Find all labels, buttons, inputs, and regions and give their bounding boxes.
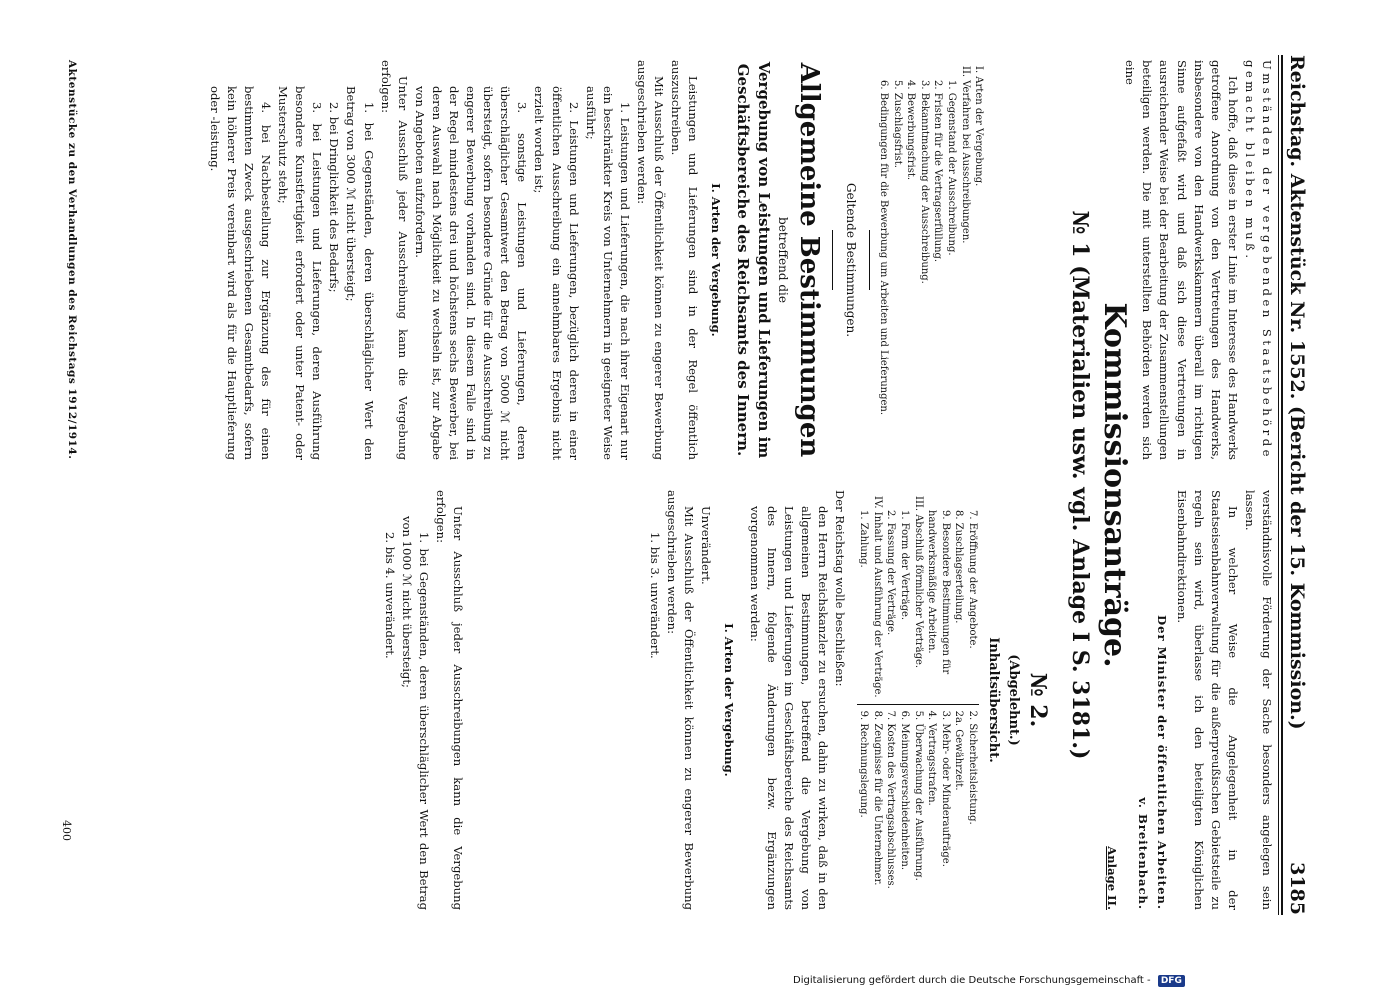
header-page-number: 3185 xyxy=(1286,862,1308,915)
toc-entry: I. Arten der Vergebung. xyxy=(973,66,985,187)
signature-name: v. Breitenbach. xyxy=(1136,797,1151,910)
toc-entry: III. Abschluß förmlicher Verträge. xyxy=(912,496,924,669)
paragraph: verständnisvolle Förderung der Sache besonders angelegen sein lassen. xyxy=(1242,490,1274,910)
toc-entry: 2. Fristen für die Vertragserfüllung. xyxy=(932,80,944,263)
digitization-text: Digitalisierung gefördert durch die Deutsche Forschungsgemeinschaft - xyxy=(793,975,1151,986)
table-of-contents-left xyxy=(876,60,985,460)
toc-entry: II. Verfahren bei Ausschreibungen. xyxy=(959,66,971,244)
toc-entry: 1. Zahlung. xyxy=(858,510,870,568)
header-title: Reichstag. Aktenstück Nr. 1552. (Bericht der 15. Kommission.) xyxy=(1286,55,1308,730)
paragraph: In welcher Weise die Angelegenheit in der Staatseisenbahnverwaltung für die außerpreußischen Gebietsteile zu regeln sein wird, überlasse ich den beteiligten Königlichen Eisenbahndirektionen. xyxy=(1174,490,1240,910)
paragraph: Der Reichstag wolle beschließen: xyxy=(833,490,847,687)
list-item: 1. bei Gegenständen, deren überschläglicher Wert den Betrag von 1000 ℳ nicht übersteigt; xyxy=(399,516,431,910)
toc-entry: 8. Zeugnisse für die Unternehmer. xyxy=(871,710,883,886)
inhalt-title: Inhaltsübersicht. xyxy=(986,637,1001,763)
toc-entry: 6. Bedingungen für die Bewerbung um Arbeiten und Lieferungen. xyxy=(878,80,889,416)
toc-entry: 2. Sicherheitsleistung. xyxy=(967,710,978,825)
general-title: Allgemeine Bestimmungen xyxy=(794,62,825,458)
paragraph: Unter Ausschluß jeder Ausschreibungen kann die Vergebung erfolgen: xyxy=(433,490,465,910)
list-item: 1. Leistungen und Lieferungen, die nach ihrer Eigenart nur ein beschränkter Kreis von Unternehmern in geeigneter Weise ausführt; xyxy=(583,86,632,460)
toc-entry: 7. Eröffnung der Angebote. xyxy=(967,510,978,649)
digitization-credit xyxy=(793,975,1185,987)
toc-entry: 4. Bewerbungsfrist. xyxy=(905,80,917,181)
header-rule-thin xyxy=(1278,55,1279,915)
list-item: 1. bis 3. unverändert. xyxy=(648,532,663,659)
header-rule xyxy=(1281,55,1283,915)
signature-title: Der Minister der öffentlichen Arbeiten. xyxy=(1155,615,1170,910)
divider xyxy=(832,230,833,290)
toc-entry: 9. Rechnungslegung. xyxy=(858,710,870,818)
toc-column-3 xyxy=(857,704,979,910)
toc-entry: 4. Vertragsstrafen. xyxy=(926,710,938,806)
kommission-title: Kommissionsanträge. xyxy=(1097,302,1132,668)
list-item: 2. bei Dringlichkeit des Bedarfs; xyxy=(327,102,342,293)
toc-entry: 9. Besondere Bestimmungen für handwerksmäßige Arbeiten. xyxy=(926,510,951,675)
divider xyxy=(869,230,870,290)
bottom-page-number: 400 xyxy=(60,820,73,841)
geltende-heading: Geltende Bestimmungen. xyxy=(844,182,859,338)
list-item: 2. bis 4. unverändert. xyxy=(382,532,397,659)
toc-entry: 5. Überwachung der Ausführung. xyxy=(912,710,924,881)
footer-note: Aktenstücke zu den Verhandlungen des Reichstags 1912/1914. xyxy=(66,60,78,460)
paragraph: Umständen der vergebenden Staatsbehörde gemacht bleiben muß. xyxy=(1242,60,1274,460)
abgelehnt-label: (Abgelehnt.) xyxy=(1006,654,1021,746)
paragraph: den Herrn Reichskanzler zu ersuchen, dahin zu wirken, daß in den allgemeinen Bestimmungen, betreffend die Vergebung von Leistungen und Lieferungen im Geschäftsbereiche des Reichsamts des Innern, folgende Änderungen bezw. Ergänzungen vorgenommen werden: xyxy=(747,506,830,910)
anlage-label: Anlage II. xyxy=(1105,846,1120,910)
right-toc-block xyxy=(853,490,1053,910)
antrag-number-1: № 1 (Materialien usw. vgl. Anlage I S. 3181.) xyxy=(1067,210,1093,760)
toc-entry: 1. Form der Verträge. xyxy=(899,510,911,621)
paragraph: Unter Ausschluß jeder Ausschreibung kann die Vergebung erfolgen: xyxy=(378,60,410,460)
paragraph: Ich hoffe, daß diese in erster Linie im Interesse des Handwerks getroffene Anordnung von den Vertretungen des Handwerks, insbesondere von den Handwerkskammern überall im richtigen Sinne aufgefaßt wird und daß sich diese Vertretungen in ausreichender Weise bei der Bearbeitung der Zusammenstellungen beteiligen werden. Die mit unterstellten Behörden werden sich eine xyxy=(1123,60,1240,460)
section-heading: I. Arten der Vergebung. xyxy=(722,623,737,777)
running-header xyxy=(1286,55,1308,915)
list-item: 2. Leistungen und Lieferungen, bezüglich deren in einer öffentlichen Ausschreibung ein annehmbares Ergebnis nicht erzielt worden ist; xyxy=(532,86,581,460)
section-heading: I. Arten der Vergebung. xyxy=(709,183,724,337)
list-item: 3. bei Leistungen und Lieferungen, deren Ausführung besondere Kunstfertigkeit erfordert oder unter Patent- oder Musterschutz steht; xyxy=(276,86,325,460)
paragraph: Leistungen und Lieferungen sind in der Regel öffentlich auszuschreiben. xyxy=(669,60,701,460)
center-headings xyxy=(1065,60,1133,910)
toc-entry: 3. Bekanntmachung der Ausschreibung. xyxy=(918,80,930,284)
toc-entry: 1. Gegenstand der Ausschreibung. xyxy=(945,80,957,256)
paragraph: Mit Ausschluß der Öffentlichkeit können zu engerer Bewerbung ausgeschrieben werden: xyxy=(635,60,667,460)
antrag-number-2: № 2. xyxy=(1025,672,1051,728)
table-of-contents-right xyxy=(857,490,979,910)
general-betr: betreffend die xyxy=(776,217,791,303)
toc-entry: 8. Zuschlagserteilung. xyxy=(953,510,965,624)
toc-column-1 xyxy=(876,60,985,460)
toc-entry: IV. Inhalt und Ausführung der Verträge. xyxy=(871,496,883,698)
toc-entry: 5. Zuschlagsfrist. xyxy=(891,80,903,168)
list-item: 1. bei Gegenständen, deren überschläglicher Wert den Betrag von 3000 ℳ nicht übersteigt; xyxy=(344,86,376,460)
paragraph: Unverändert. xyxy=(699,506,714,585)
toc-entry: 6. Meinungsverschiedenheiten. xyxy=(899,710,911,871)
paragraph: Mit Ausschluß der Öffentlichkeit können zu engerer Bewerbung ausgeschrieben werden: xyxy=(665,490,697,910)
toc-entry: 3. Mehr- oder Minderaufträge. xyxy=(939,710,951,867)
list-item: 4. bei Nachbestellung zur Ergänzung des für einen bestimmten Zweck ausgeschriebenen Gesamtbedarfs, sofern kein höherer Preis vereinbart wird als für die Hauptlieferung oder -leistung. xyxy=(207,86,273,460)
toc-column-2 xyxy=(857,490,979,704)
general-subtitle: Vergebung von Leistungen und Lieferungen im Geschäftsbereiche des Reichsamts des Innern. xyxy=(734,61,774,459)
dfg-logo: DFG xyxy=(1158,975,1185,987)
right-column-lower xyxy=(381,490,849,910)
list-item: 3. sonstige Leistungen und Lieferungen, deren überschläglicher Gesamtwert den Betrag von 5000 ℳ nicht übersteigt, sofern besondere Gründe für die Ausschreibung zu engerer Bewerbung vorhanden sind. In diesem Falle sind in der Regel mindestens drei und höchstens sechs Bewerber, bei deren Auswahl nach Möglichkeit zu wechseln ist, zur Abgabe von Angeboten aufzufordern. xyxy=(412,86,530,460)
toc-entry: 7. Kosten des Vertragsabschlusses. xyxy=(885,710,897,889)
toc-entry: 2a. Gewährzeit. xyxy=(953,710,965,791)
toc-entry: 2. Fassung der Verträge. xyxy=(885,510,897,636)
